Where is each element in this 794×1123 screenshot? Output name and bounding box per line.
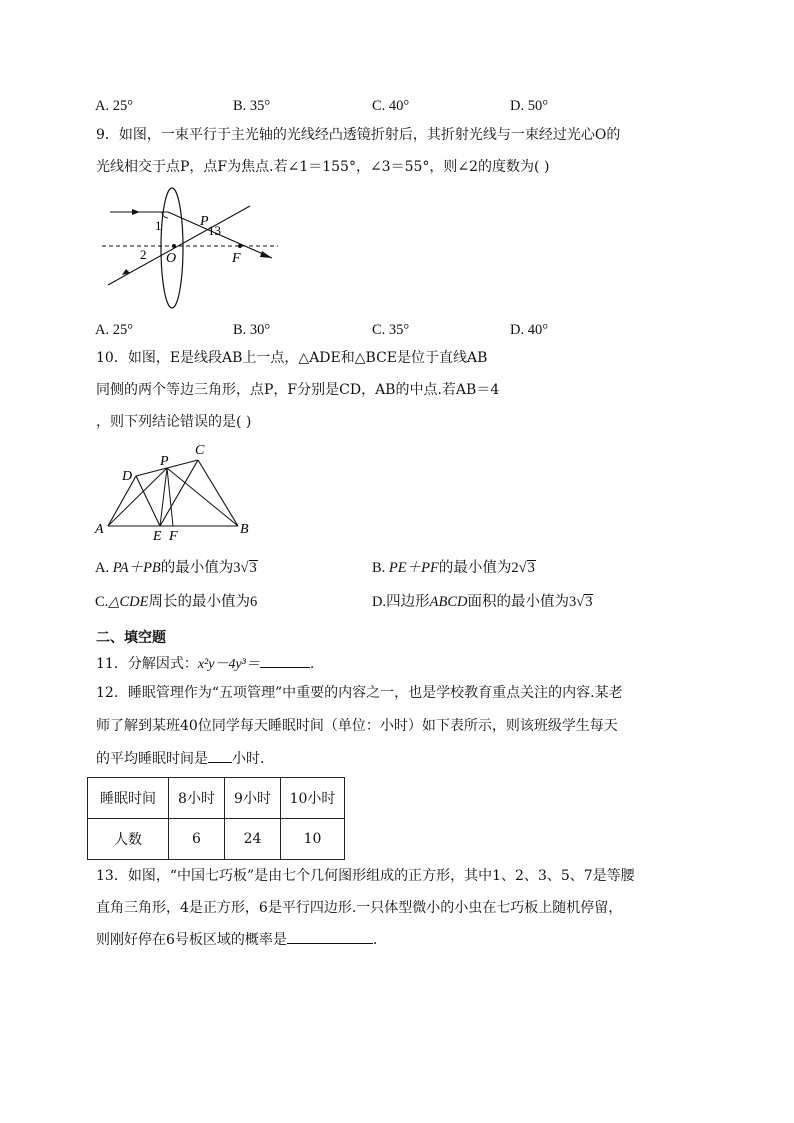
q9-option-d: D. 40° xyxy=(510,322,549,338)
table-cell: 6 xyxy=(169,819,225,860)
q12-text-line3: 的平均睡眠时间是 小时. xyxy=(96,748,264,769)
table-cell: 24 xyxy=(225,819,281,860)
q8-option-a: A. 25° xyxy=(95,98,134,114)
q8-option-b: B. 35° xyxy=(233,98,271,114)
label-1: 1 xyxy=(155,218,162,233)
table-header-cell: 睡眠时间 xyxy=(88,778,169,819)
q9-option-c: C. 35° xyxy=(372,322,410,338)
q10-option-d: D.四边形ABCD面积的最小值为3√3 xyxy=(372,594,593,610)
table-header-cell: 10小时 xyxy=(281,778,345,819)
q11-answer-blank[interactable] xyxy=(260,653,310,668)
q9-text-line2: 光线相交于点P，点F为焦点.若∠1＝155°，∠3＝55°，则∠2的度数为( ) xyxy=(96,159,550,175)
q8-option-c: C. 40° xyxy=(372,98,410,114)
table-cell: 人数 xyxy=(88,819,169,860)
label-2: 2 xyxy=(140,247,147,262)
section-title: 二、填空题 xyxy=(96,630,166,646)
label-f: F xyxy=(232,251,241,266)
q12-answer-blank[interactable] xyxy=(208,748,232,763)
q10-text-line2: 同侧的两个等边三角形，点P，F分别是CD，AB的中点.若AB＝4 xyxy=(96,382,500,398)
label-13: 13 xyxy=(208,223,221,238)
q13-answer-blank[interactable] xyxy=(287,929,373,944)
q10-option-b: B. PE＋PF的最小值为2√3 xyxy=(372,560,535,576)
label-p: P xyxy=(160,454,169,469)
q9-option-b: B. 30° xyxy=(233,322,271,338)
q9-option-a: A. 25° xyxy=(95,322,134,338)
q13-text-line3: 则刚好停在6号板区域的概率是 . xyxy=(96,929,377,950)
table-header-row xyxy=(88,778,345,819)
q10-option-c: C.△CDE周长的最小值为6 xyxy=(95,594,258,610)
q13-text-line2: 直角三角形，4是正方形，6是平行四边形.一只体型微小的小虫在七巧板上随机停留， xyxy=(96,900,623,916)
sleep-table xyxy=(87,777,345,860)
table-row xyxy=(88,819,345,860)
label-o: O xyxy=(166,251,177,266)
q10-text-line3: ，则下列结论错误的是( ) xyxy=(96,414,252,430)
table-header-cell: 8小时 xyxy=(169,778,225,819)
q10-triangle-figure xyxy=(92,438,262,542)
label-d: D xyxy=(122,469,133,484)
label-e: E xyxy=(153,529,162,542)
label-a: A xyxy=(95,522,104,537)
q10-option-a: A. PA＋PB的最小值为3√3 xyxy=(95,560,257,576)
q9-text-line1: 9．如图，一束平行于主光轴的光线经凸透镜折射后，其折射光线与一束经过光心O的 xyxy=(96,127,621,143)
convex-lens xyxy=(161,188,183,308)
q12-text-line1: 12．睡眠管理作为“五项管理”中重要的内容之一，也是学校教育重点关注的内容.某老 xyxy=(96,685,623,701)
q13-text-line1: 13．如图，“中国七巧板”是由七个几何图形组成的正方形，其中1、2、3、5、7是等腰 xyxy=(96,868,635,884)
label-b: B xyxy=(240,522,249,537)
q8-option-d: D. 50° xyxy=(510,98,549,114)
table-header-cell: 9小时 xyxy=(225,778,281,819)
q11-text: 11．分解因式：x²y－4y³＝ . xyxy=(96,653,314,675)
table-cell: 10 xyxy=(281,819,345,860)
q12-text-line2: 师了解到某班40位同学每天睡眠时间（单位：小时）如下表所示，则该班级学生每天 xyxy=(96,718,618,734)
label-c: C xyxy=(195,443,205,458)
q9-lens-figure xyxy=(100,186,290,314)
label-p: P xyxy=(200,214,209,229)
q10-text-line1: 10．如图，E是线段AB上一点，△ADE和△BCE是位于直线AB xyxy=(96,350,488,366)
label-f: F xyxy=(169,529,178,542)
